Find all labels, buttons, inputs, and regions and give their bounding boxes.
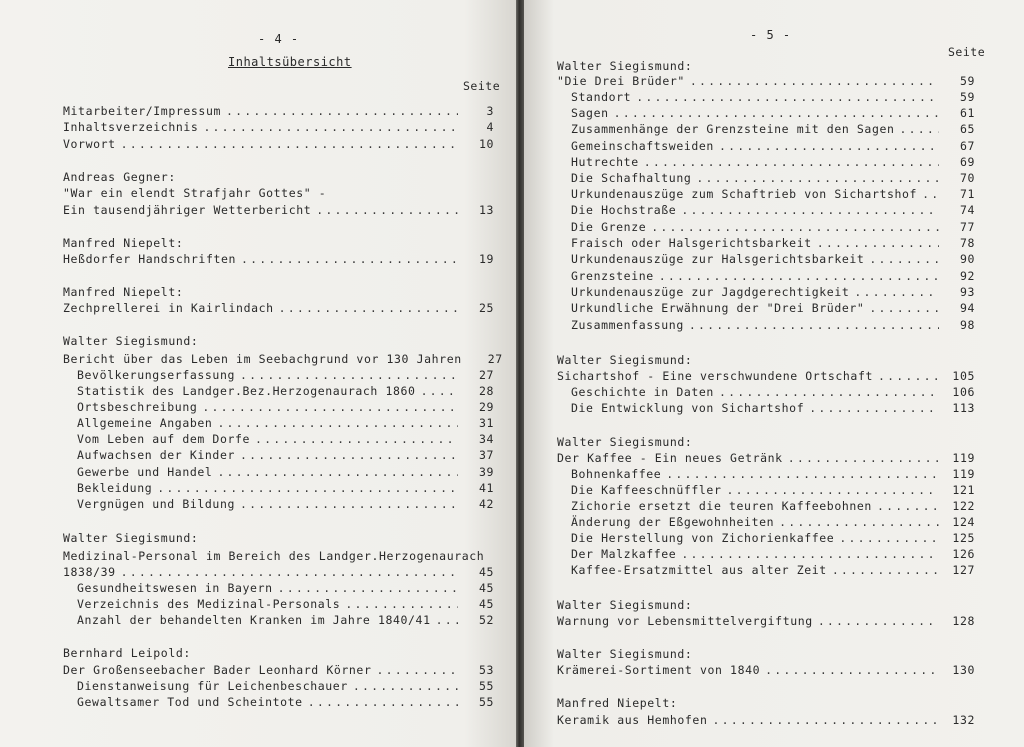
entry-page-number: 105 bbox=[952, 369, 975, 383]
dot-leader bbox=[900, 121, 939, 137]
left-toc-entry bbox=[63, 136, 494, 152]
dot-leader bbox=[832, 562, 939, 578]
entry-page-number: 74 bbox=[959, 203, 975, 217]
left-toc-entry bbox=[77, 399, 494, 415]
right-toc-entry bbox=[571, 466, 975, 482]
entry-page-number: 92 bbox=[959, 269, 975, 283]
left-toc-entry bbox=[63, 202, 494, 218]
entry-page-number: 45 bbox=[478, 565, 494, 579]
right-toc-entry bbox=[571, 251, 975, 267]
dot-leader bbox=[278, 580, 458, 596]
entry-title: Mitarbeiter/Impressum bbox=[63, 104, 221, 118]
left-toc-entry bbox=[77, 678, 494, 694]
entry-page-number: 125 bbox=[952, 531, 975, 545]
entry-page-number: 121 bbox=[952, 483, 975, 497]
entry-page-number: 122 bbox=[952, 499, 975, 513]
right-toc-entry bbox=[571, 530, 975, 546]
entry-title: Warnung vor Lebensmittelvergiftung bbox=[557, 614, 813, 628]
right-author-line: Walter Siegismund: bbox=[557, 59, 693, 73]
dot-leader bbox=[877, 498, 939, 514]
entry-title: Der Kaffee - Ein neues Getränk bbox=[557, 451, 783, 465]
entry-title: Die Schafhaltung bbox=[571, 171, 692, 185]
left-toc-entry bbox=[77, 464, 494, 480]
dot-leader bbox=[719, 138, 939, 154]
dot-leader bbox=[878, 368, 939, 384]
entry-title: Bekleidung bbox=[77, 481, 153, 495]
entry-page-number: 94 bbox=[959, 301, 975, 315]
dot-leader bbox=[121, 564, 458, 580]
left-author-line: Bernhard Leipold: bbox=[63, 646, 191, 660]
dot-leader bbox=[726, 482, 939, 498]
dot-leader bbox=[436, 612, 458, 628]
left-toc-entry bbox=[63, 564, 494, 580]
entry-page-number: 93 bbox=[959, 285, 975, 299]
entry-page-number: 69 bbox=[959, 155, 975, 169]
right-toc-entry bbox=[571, 170, 975, 186]
entry-title: Krämerei-Sortiment von 1840 bbox=[557, 663, 761, 677]
entry-page-number: 19 bbox=[478, 252, 494, 266]
entry-page-number: 78 bbox=[959, 236, 975, 250]
left-author-line: Andreas Gegner: bbox=[63, 170, 176, 184]
entry-page-number: 39 bbox=[478, 465, 494, 479]
entry-page-number: 113 bbox=[952, 401, 975, 415]
entry-title: Vom Leben auf dem Dorfe bbox=[77, 432, 251, 446]
entry-page-number: 71 bbox=[959, 187, 975, 201]
right-seite-label: Seite bbox=[948, 45, 986, 59]
entry-title: Kaffee-Ersatzmittel aus alter Zeit bbox=[571, 563, 827, 577]
entry-title: Ortsbeschreibung bbox=[77, 400, 198, 414]
entry-title: Vergnügen und Bildung bbox=[77, 497, 235, 511]
dot-leader bbox=[809, 400, 939, 416]
dot-leader bbox=[765, 662, 939, 678]
left-toc-entry bbox=[77, 694, 494, 710]
entry-page-number: 124 bbox=[952, 515, 975, 529]
entry-page-number: 126 bbox=[952, 547, 975, 561]
right-toc-entry bbox=[571, 562, 975, 578]
entry-page-number: 45 bbox=[478, 597, 494, 611]
entry-page-number: 37 bbox=[478, 448, 494, 462]
dot-leader bbox=[255, 431, 458, 447]
right-toc-entry bbox=[557, 662, 975, 678]
entry-title: Bohnenkaffee bbox=[571, 467, 662, 481]
right-toc-entry bbox=[557, 613, 975, 629]
dot-leader bbox=[788, 450, 939, 466]
right-toc-entry bbox=[571, 202, 975, 218]
right-toc-entry bbox=[571, 154, 975, 170]
entry-title: Zusammenhänge der Grenzsteine mit den Sagen bbox=[571, 122, 895, 136]
entry-title: Die Grenze bbox=[571, 220, 647, 234]
dot-leader bbox=[712, 712, 939, 728]
book-spine bbox=[516, 0, 524, 747]
entry-page-number: 31 bbox=[478, 416, 494, 430]
dot-leader bbox=[121, 136, 458, 152]
dot-leader bbox=[353, 678, 458, 694]
entry-page-number: 27 bbox=[478, 368, 494, 382]
entry-title: Die Kaffeeschnüffler bbox=[571, 483, 722, 497]
dot-leader bbox=[345, 596, 458, 612]
dot-leader bbox=[636, 89, 939, 105]
entry-title: Die Hochstraße bbox=[571, 203, 677, 217]
entry-title: Standort bbox=[571, 90, 632, 104]
dot-leader bbox=[202, 399, 458, 415]
left-author-line: Medizinal-Personal im Bereich des Landger.Herzogenaurach bbox=[63, 549, 485, 563]
entry-title: Urkundliche Erwähnung der "Drei Brüder" bbox=[571, 301, 865, 315]
left-toc-entry bbox=[63, 351, 503, 367]
entry-page-number: 27 bbox=[487, 352, 503, 366]
entry-title: Gewerbe und Handel bbox=[77, 465, 213, 479]
right-author-line: Walter Siegismund: bbox=[557, 353, 693, 367]
dot-leader bbox=[689, 317, 939, 333]
entry-title: Bevölkerungserfassung bbox=[77, 368, 235, 382]
entry-page-number: 70 bbox=[959, 171, 975, 185]
dot-leader bbox=[240, 496, 458, 512]
entry-title: Statistik des Landger.Bez.Herzogenaurach 1860 bbox=[77, 384, 416, 398]
entry-title: Dienstanweisung für Leichenbeschauer bbox=[77, 679, 348, 693]
entry-page-number: 4 bbox=[486, 120, 494, 134]
dot-leader bbox=[421, 383, 458, 399]
entry-page-number: 90 bbox=[959, 252, 975, 266]
dot-leader bbox=[869, 251, 939, 267]
entry-page-number: 59 bbox=[959, 90, 975, 104]
entry-title: Urkundenauszüge zum Schaftrieb von Sichartshof bbox=[571, 187, 918, 201]
left-toc-entry bbox=[77, 496, 494, 512]
entry-title: Anzahl der behandelten Kranken im Jahre 1840/41 bbox=[77, 613, 431, 627]
entry-title: Zechprellerei in Kairlindach bbox=[63, 301, 274, 315]
left-toc-entry bbox=[63, 119, 494, 135]
right-toc-entry bbox=[571, 300, 975, 316]
right-toc-entry bbox=[557, 368, 975, 384]
left-toc-entry bbox=[63, 300, 494, 316]
dot-leader bbox=[666, 466, 939, 482]
dot-leader bbox=[614, 105, 939, 121]
left-toc-entry bbox=[63, 662, 494, 678]
entry-title: Keramik aus Hemhofen bbox=[557, 713, 708, 727]
entry-title: Allgemeine Angaben bbox=[77, 416, 213, 430]
right-author-line: Walter Siegismund: bbox=[557, 598, 693, 612]
dot-leader bbox=[240, 367, 458, 383]
entry-page-number: 128 bbox=[952, 614, 975, 628]
dot-leader bbox=[922, 186, 939, 202]
entry-title: 1838/39 bbox=[63, 565, 116, 579]
right-author-line: Manfred Niepelt: bbox=[557, 696, 678, 710]
entry-title: Ein tausendjähriger Wetterbericht bbox=[63, 203, 312, 217]
dot-leader bbox=[818, 613, 939, 629]
toc-heading: Inhaltsübersicht bbox=[228, 55, 352, 69]
right-toc-entry bbox=[571, 400, 975, 416]
entry-title: Die Herstellung von Zichorienkaffee bbox=[571, 531, 835, 545]
dot-leader bbox=[779, 514, 939, 530]
right-toc-entry bbox=[571, 284, 975, 300]
right-toc-entry bbox=[571, 186, 975, 202]
entry-page-number: 52 bbox=[478, 613, 494, 627]
left-toc-entry bbox=[77, 480, 494, 496]
entry-page-number: 106 bbox=[952, 385, 975, 399]
entry-title: Bericht über das Leben im Seebachgrund vor 130 Jahren bbox=[63, 352, 462, 366]
entry-page-number: 59 bbox=[959, 74, 975, 88]
entry-title: Aufwachsen der Kinder bbox=[77, 448, 235, 462]
entry-page-number: 29 bbox=[478, 400, 494, 414]
entry-page-number: 45 bbox=[478, 581, 494, 595]
left-toc-entry bbox=[63, 103, 494, 119]
entry-title: Inhaltsverzeichnis bbox=[63, 120, 199, 134]
dot-leader bbox=[839, 530, 939, 546]
left-author-line: Walter Siegismund: bbox=[63, 334, 199, 348]
dot-leader bbox=[240, 447, 458, 463]
entry-title: Hutrechte bbox=[571, 155, 639, 169]
right-toc-entry bbox=[557, 73, 975, 89]
entry-page-number: 67 bbox=[959, 139, 975, 153]
right-toc-entry bbox=[571, 546, 975, 562]
entry-page-number: 119 bbox=[952, 467, 975, 481]
entry-page-number: 13 bbox=[478, 203, 494, 217]
entry-title: Urkundenauszüge zur Halsgerichtsbarkeit bbox=[571, 252, 865, 266]
dot-leader bbox=[854, 284, 939, 300]
dot-leader bbox=[690, 73, 939, 89]
entry-title: "Die Drei Brüder" bbox=[557, 74, 685, 88]
entry-title: Gemeinschaftsweiden bbox=[571, 139, 714, 153]
entry-page-number: 10 bbox=[478, 137, 494, 151]
left-toc-entry bbox=[77, 612, 494, 628]
entry-page-number: 61 bbox=[959, 106, 975, 120]
entry-title: Änderung der Eßgewohnheiten bbox=[571, 515, 775, 529]
entry-title: Vorwort bbox=[63, 137, 116, 151]
entry-title: Grenzsteine bbox=[571, 269, 654, 283]
dot-leader bbox=[217, 464, 458, 480]
entry-page-number: 119 bbox=[952, 451, 975, 465]
right-toc-entry bbox=[571, 235, 975, 251]
dot-leader bbox=[651, 219, 939, 235]
dot-leader bbox=[217, 415, 458, 431]
entry-page-number: 55 bbox=[478, 679, 494, 693]
entry-page-number: 53 bbox=[478, 663, 494, 677]
dot-leader bbox=[681, 202, 939, 218]
left-author-line: Manfred Niepelt: bbox=[63, 285, 184, 299]
entry-page-number: 77 bbox=[959, 220, 975, 234]
right-toc-entry bbox=[571, 219, 975, 235]
entry-page-number: 42 bbox=[478, 497, 494, 511]
entry-title: Verzeichnis des Medizinal-Personals bbox=[77, 597, 341, 611]
entry-page-number: 3 bbox=[486, 104, 494, 118]
entry-title: Sagen bbox=[571, 106, 609, 120]
dot-leader bbox=[696, 170, 939, 186]
left-seite-label: Seite bbox=[463, 79, 501, 93]
entry-page-number: 65 bbox=[959, 122, 975, 136]
right-author-line: Walter Siegismund: bbox=[557, 435, 693, 449]
entry-page-number: 98 bbox=[959, 318, 975, 332]
entry-page-number: 130 bbox=[952, 663, 975, 677]
entry-title: Zichorie ersetzt die teuren Kaffeebohnen bbox=[571, 499, 872, 513]
left-toc-entry bbox=[77, 596, 494, 612]
left-page-number: - 4 - bbox=[258, 32, 300, 46]
right-toc-entry bbox=[571, 268, 975, 284]
entry-title: Der Großenseebacher Bader Leonhard Körner bbox=[63, 663, 372, 677]
left-toc-entry bbox=[77, 580, 494, 596]
right-toc-entry bbox=[571, 514, 975, 530]
right-author-line: Walter Siegismund: bbox=[557, 647, 693, 661]
right-toc-entry bbox=[557, 712, 975, 728]
entry-page-number: 127 bbox=[952, 563, 975, 577]
entry-page-number: 34 bbox=[478, 432, 494, 446]
dot-leader bbox=[157, 480, 458, 496]
entry-page-number: 132 bbox=[952, 713, 975, 727]
left-toc-entry bbox=[77, 431, 494, 447]
dot-leader bbox=[308, 694, 458, 710]
dot-leader bbox=[644, 154, 939, 170]
entry-title: Fraisch oder Halsgerichtsbarkeit bbox=[571, 236, 812, 250]
right-toc-entry bbox=[571, 498, 975, 514]
left-author-line: Manfred Niepelt: bbox=[63, 236, 184, 250]
entry-page-number: 25 bbox=[478, 301, 494, 315]
dot-leader bbox=[659, 268, 939, 284]
dot-leader bbox=[279, 300, 458, 316]
right-page-number: - 5 - bbox=[750, 28, 792, 42]
dot-leader bbox=[241, 251, 458, 267]
entry-title: Heßdorfer Handschriften bbox=[63, 252, 237, 266]
entry-title: Der Malzkaffee bbox=[571, 547, 677, 561]
entry-title: Gesundheitswesen in Bayern bbox=[77, 581, 273, 595]
left-toc-entry bbox=[77, 383, 494, 399]
entry-title: Gewaltsamer Tod und Scheintote bbox=[77, 695, 303, 709]
left-toc-entry bbox=[77, 367, 494, 383]
right-toc-entry bbox=[571, 482, 975, 498]
left-toc-entry bbox=[77, 447, 494, 463]
entry-title: Zusammenfassung bbox=[571, 318, 684, 332]
entry-page-number: 28 bbox=[478, 384, 494, 398]
right-toc-entry bbox=[571, 384, 975, 400]
right-toc-entry bbox=[571, 121, 975, 137]
right-toc-entry bbox=[557, 450, 975, 466]
right-toc-entry bbox=[571, 89, 975, 105]
entry-title: Geschichte in Daten bbox=[571, 385, 714, 399]
right-toc-entry bbox=[571, 105, 975, 121]
entry-page-number: 41 bbox=[478, 481, 494, 495]
left-toc-entry bbox=[63, 251, 494, 267]
left-author-line: "War ein elendt Strafjahr Gottes" - bbox=[63, 186, 327, 200]
entry-page-number: 55 bbox=[478, 695, 494, 709]
dot-leader bbox=[316, 202, 458, 218]
dot-leader bbox=[376, 662, 458, 678]
entry-title: Sichartshof - Eine verschwundene Ortschaft bbox=[557, 369, 873, 383]
dot-leader bbox=[719, 384, 939, 400]
dot-leader bbox=[226, 103, 458, 119]
left-author-line: Walter Siegismund: bbox=[63, 531, 199, 545]
left-toc-entry bbox=[77, 415, 494, 431]
dot-leader bbox=[203, 119, 458, 135]
dot-leader bbox=[681, 546, 939, 562]
dot-leader bbox=[869, 300, 939, 316]
entry-title: Die Entwicklung von Sichartshof bbox=[571, 401, 805, 415]
dot-leader bbox=[817, 235, 939, 251]
entry-title: Urkundenauszüge zur Jagdgerechtigkeit bbox=[571, 285, 850, 299]
right-page bbox=[524, 0, 1024, 747]
right-toc-entry bbox=[571, 317, 975, 333]
right-toc-entry bbox=[571, 138, 975, 154]
